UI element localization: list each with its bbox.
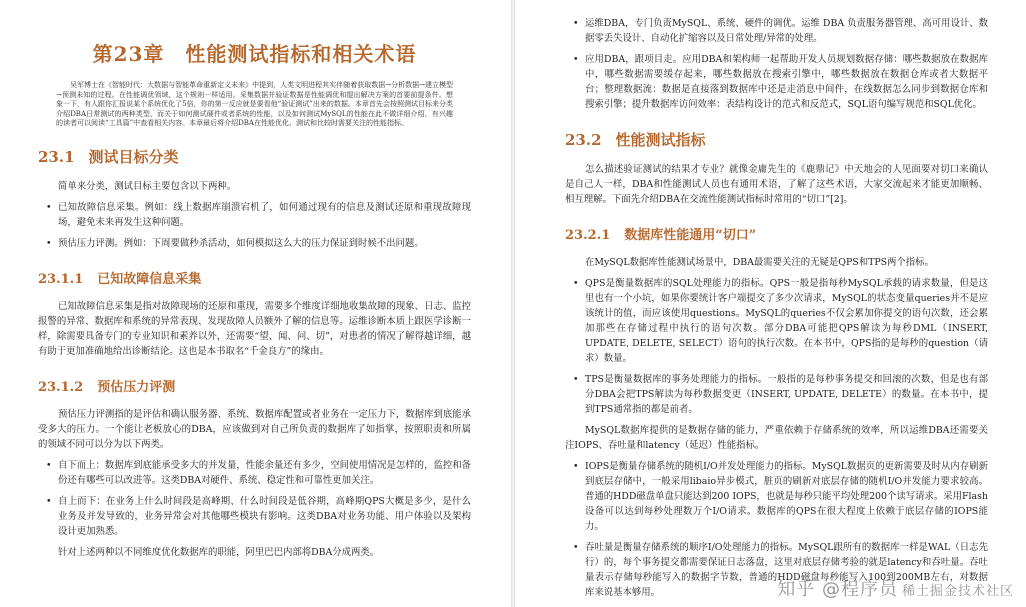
paragraph: 针对上述两种以不同维度优化数据库的职能，阿里巴巴内部将DBA分成两类。 [58,546,380,558]
paragraph: 预估压力评测指的是评估和确认服务器、系统、数据库配置或者业务在一定压力下，数据库到底能承受多大的压力。一个能让老板放心的DBA，应该做到对自己所负责的数据库了如指掌，按照职责和所属的领域不同可以分为以下两类。 [38,408,471,450]
bullet-item: • 自下而上：数据库到底能承受多大的并发量，性能余量还有多少，空间使用情况是怎样的，监控和备份还有哪些可以改进等。这类DBA对硬件、系统、稳定性和可靠性更加关注。 [38,458,471,488]
section-heading-23-2-1: 23.2.1 数据库性能通用“切口” [565,228,757,243]
bullet-item: • 自上而下：在业务上什么时间段是高峰期、什么时间段是低谷期，高峰期QPS大概是多少，是什么业务及并发导致的，业务异常会对其他哪些模块有影响。这类DBA对业务功能、用户体验以及架构设计更加熟悉。 [38,494,471,539]
section-heading-23-1-2: 23.1.2 预估压力评测 [38,379,176,395]
section-heading-23-1-1: 23.1.1 已知故障信息采集 [38,271,202,287]
paragraph: 怎么描述验证测试的结果才专业？就像金庸先生的《鹿鼎记》中天地会的人见面要对切口来确认是自己人一样，DBA和性能测试人员也有通用术语，了解了这些术语，大家交流起来才能更加顺畅、相互理解。下面先介绍DBA在交流性能测试指标时常用的“切口”[2]。 [565,164,988,205]
bullet-item: • QPS是衡量数据库的SQL处理能力的指标。QPS一般是指每秒MySQL承载的请求数量，但是这里也有一个小坑，如果你要统计客户端提交了多少次请求，MySQL的状态变量queries并不是应该统计的值，而应该使用questions。MySQL的queries不仅会累加你提交的语句次数，还会累加那些在存储过程中执行的语句次数。部分DBA可能把QPS解读为每秒DML（INSERT, UPDATE, DELETE, SELECT）语句的执行次数。在本书中，QPS指的是每秒的question（请求）数量。 [565,276,988,366]
bullet-item: • 运维DBA，专门负责MySQL、系统、硬件的调优。运维 DBA 负责服务器管理、高可用设计、数据零丢失设计、自动化扩缩容以及日常处理/异常的处理。 [565,16,988,46]
section-heading-23-2: 23.2 性能测试指标 [565,131,706,149]
bullet-item: • 已知故障信息采集。例如：线上数据库崩溃宕机了，如何通过现有的信息及测试还原和重现故障现场，避免未来再发生这种问题。 [38,200,471,230]
bullet-item: • IOPS是衡量存储系统的随机I/O并发处理能力的指标。MySQL数据页的更新需要及时从内存刷新到底层存储中，一般采用libaio异步模式，脏页的刷新对底层存储的随机I/O并发能力要求较高。普通的HDD磁盘单盘只能达到200 IOPS，也就是每秒只能平均处理200个读写请求。采用Flash设备可以达到每秒处理数万个I/O请求。数据库的QPS在很大程度上依赖于底层存储的IOPS能力。 [565,459,988,534]
watermark: 知乎 @程序员 稀土掘金技术社区 [777,579,1014,600]
right-page [515,0,1026,607]
paragraph: 简单来分类，测试目标主要包含以下两种。 [58,180,237,192]
paragraph: 已知故障信息采集是指对故障现场的还原和重现，需要多个维度详细地收集故障的现象、日志、监控报警的异常、数据库和系统的异常表现、发现故障人员额外了解的信息等。运维诊断本质上跟医学诊断一样，除需要具备专门的专业知识和素养以外，还需要“望、闻、问、切”，对患者的情况了解得越详细，越有助于更加准确地给出诊断结论。这也是本书取名“千金良方”的缘由。 [38,300,471,357]
section-heading-23-1: 23.1 测试目标分类 [38,147,179,166]
chapter-intro: 吴军博士在《智能时代：大数据与智能革命重新定义未来》中提到，人类文明进程其实伴随着获取数据→分析数据→建立模型→预测未知的过程。在性能调优领域，这个规则一样适用。采集数据并验证数据是性能调优和提出解决方案的首要前提条件。想象一下，有人跟你汇报说某个系统优化了5倍，你的第一反应就是要看他“验证测试”出来的数据。本章首先会按照测试目标来分类介绍DBA日常测试的两种类型，而关于如何测试硬件或者系统的性能，以及如何测试MySQL的性能在此不做详细介绍，有兴趣的读者可以阅读“工具篇”中查看相关内容。本章最后将介绍DBA在性能优化、测试和比较时需要关注的性能指标。 [56,81,453,128]
paragraph: MySQL数据库提供的是数据存储的能力，严重依赖于存储系统的效率，所以运维DBA还需要关注IOPS、吞吐量和latency（延迟）性能指标。 [565,425,988,451]
bullet-item: • TPS是衡量数据库的事务处理能力的指标。一般指的是每秒事务提交和回滚的次数，但是也有部分DBA会把TPS解读为每秒数据变更（INSERT, UPDATE, DELETE）的数量。在本书中，提到TPS通常指的都是前者。 [565,372,988,417]
left-page [0,0,511,607]
bullet-item: • 应用DBA，跟项目走。应用DBA和架构师一起帮助开发人员规划数据存储：哪些数据放在数据库中，哪些数据需要缓存起来，哪些数据放在搜索引擎中，哪些数据放在数据仓库或者大数据平台；整理数据流：数据是直接落到数据库中还是走消息中间件，在线数据怎么同步到数据仓库和搜索引擎；提升数据库访问效率：表结构设计的范式和反范式，SQL语句编写规范和SQL优化。 [565,52,988,112]
bullet-item: • 吞吐量是衡量存储系统的顺序I/O处理能力的指标。MySQL跟所有的数据库一样是WAL（日志先行）的，每个事务提交都需要保证日志落盘，这里对底层存储考验的就是latency和吞吐量。吞吐量表示存储每秒能写入的数据字节数，普通的HDD磁盘每秒能写入100到200MB左右，对数据库来说基本够用。 [565,540,988,600]
chapter-title: 第23章 性能测试指标和相关术语 [92,42,417,66]
bullet-item: • 预估压力评测。例如：下周要做秒杀活动，如何模拟这么大的压力保证到时候不出问题。 [38,236,471,251]
paragraph: 在MySQL数据库性能测试场景中，DBA最需要关注的无疑是QPS和TPS两个指标。 [585,257,934,268]
